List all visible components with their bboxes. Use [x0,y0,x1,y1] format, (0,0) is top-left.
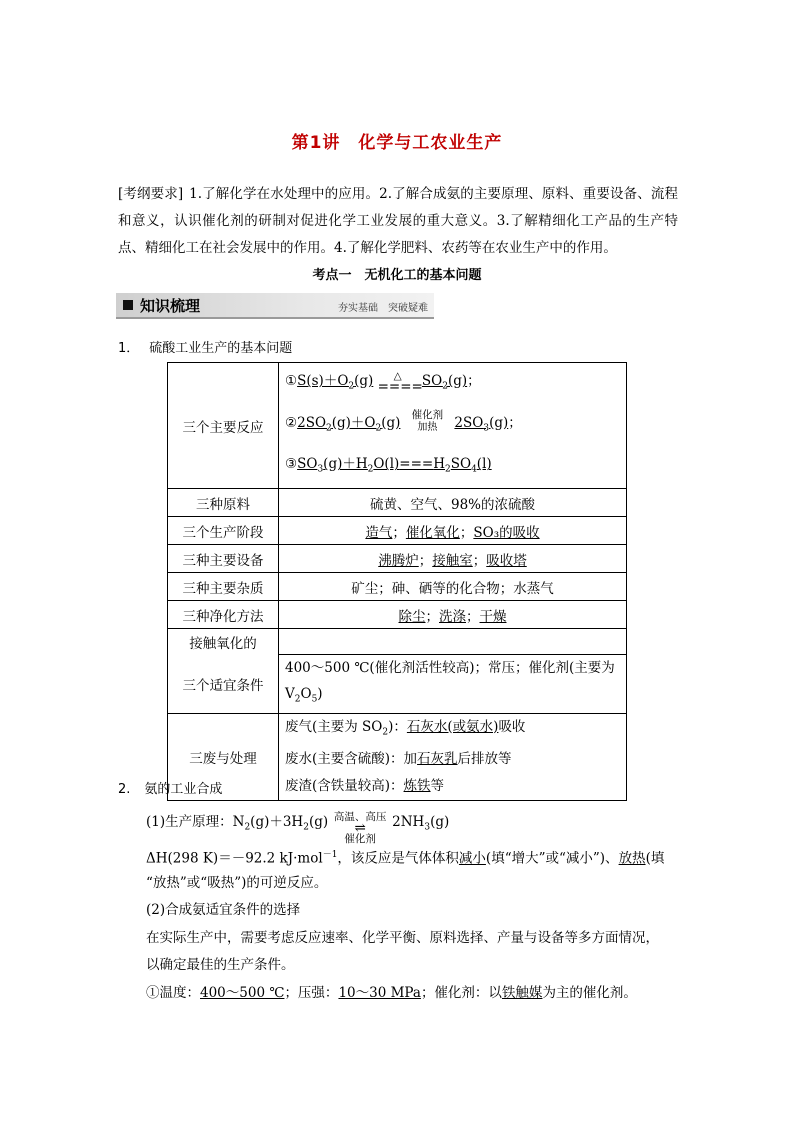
equip-value: 沸腾炉；接触室；吸收塔 [279,545,627,573]
ammonia-choose-text-1: 在实际生产中，需要考虑反应速率、化学平衡、原料选择、产量与设备等多方面情况， [146,930,659,946]
waste-label: 三废与处理 [168,713,279,801]
section-1-title: 硫酸工业生产的基本问题 [149,341,293,356]
cond-label: 三个适宜条件 [168,655,279,714]
ammonia-choose-text-2: 以确定最佳的生产条件。 [146,957,295,973]
reaction-1-condition: △ ==== [377,369,423,395]
waste-water: 废水(主要含硫酸)：加石灰乳后排放等 [285,751,512,768]
waste-value [279,713,627,801]
stages-label: 三个生产阶段 [168,517,279,545]
impurity-value: 矿尘；砷、硒等的化合物；水蒸气 [279,573,627,601]
ammonia-enthalpy: ΔH(298 K)＝－92.2 kJ·mol$^{-1}$，该反应是气体体积减小(填“增大”或“减小”)、放热(填 [146,850,665,867]
contact-label: 接触氧化的 [168,629,279,655]
equip-label: 三种主要设备 [168,545,279,573]
section-2-heading [118,778,222,797]
ammonia-principle: (1)生产原理：$N_2(g)+3H_2(g)$ 高温、高压 催化剂 ⇌ $2NH_3(g)$ [146,810,450,845]
ammonia-conditions: ①温度：400～500 ℃；压强：10～30 MPa；催化剂：以铁触媒为主的催化剂。 [146,985,637,1001]
raw-value: 硫黄、空气、98%的浓硫酸 [279,489,627,517]
impurity-label: 三种主要杂质 [168,573,279,601]
section-1-number: 1． [118,341,140,356]
cond-value: 400～500 ℃(催化剂活性较高)；常压；催化剂(主要为$V_2O_5$) [279,655,627,714]
sulfuric-acid-table [167,362,627,801]
requirements-tag: [考纲要求] [118,186,184,202]
stages-value: 造气；催化氧化；SO₃的吸收 [279,517,627,545]
reaction-2: $②2SO_2(g)+O_2(g)$ 催化剂 加热 $2SO_3(g)$； [285,405,620,447]
purify-label: 三种净化方法 [168,601,279,629]
raw-label: 三种原料 [168,489,279,517]
waste-slag: 废渣(含铁量较高)：炼铁等 [285,778,445,795]
purify-value: 除尘；洗涤；干燥 [279,601,627,629]
waste-gas: 废气(主要为 $SO_2$)：石灰水(或氨水)吸收 [285,718,526,738]
section-bar-subtitle: 夯实基础 突破疑难 [338,303,428,314]
section-1-heading [118,337,292,356]
section-bar [116,293,434,319]
ammonia-condition: 高温、高压 催化剂 ⇌ [333,810,387,845]
section-2-number: 2. [118,782,131,797]
reaction-1: $①S(s)+O_2(g)$ △ ==== $SO_2(g)$； [285,363,620,405]
ammonia-choose-title: (2)合成氨适宜条件的选择 [146,902,301,918]
section-bar-title: 知识梳理 [140,297,201,315]
reaction-2-condition: 催化剂 加热 [411,409,444,434]
reactions-label: 三个主要反应 [168,363,279,489]
reaction-3: $③SO_3(g)+H_2O(l)===H_2SO_4(l)$ [285,456,492,476]
kaodian-heading: 考点一 无机化工的基本问题 [312,268,482,283]
contact-value [279,629,627,655]
square-bullet-icon [123,300,133,310]
requirements [118,181,678,262]
section-2-title: 氨的工业合成 [144,782,223,797]
requirements-text: 1.了解化学在水处理中的应用。2.了解合成氨的主要原理、原料、重要设备、流程和意义，认识催化剂的研制对促进化学工业发展的重大意义。3.了解精细化工产品的生产特点、精细化工在社会发展中的作用。4.了解化学肥料、农药等在农业生产中的作用。 [118,186,678,256]
reactions-cell [279,363,627,489]
page-title: 第1讲 化学与工农业生产 [291,133,503,153]
ammonia-enthalpy-line2: “放热”或“吸热”)的可逆反应。 [146,875,328,891]
